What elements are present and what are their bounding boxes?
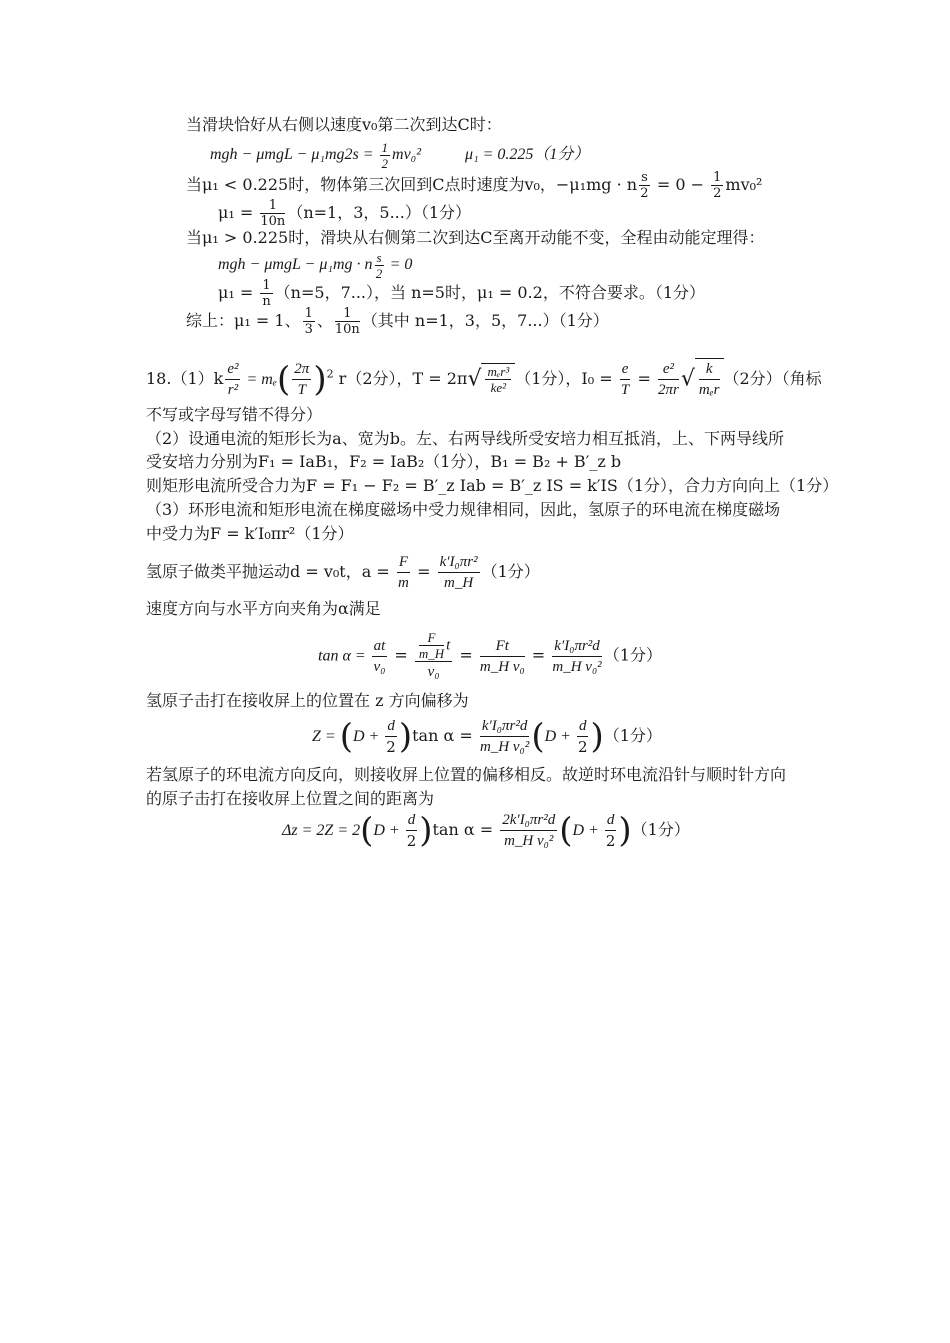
- q18-line-10: 氢原子击打在接收屏上的位置在 z 方向偏移为: [146, 691, 469, 710]
- left-paren: (: [339, 716, 353, 757]
- tan-alpha-equation: tan α = $\frac{at}{\text{v₀}}$ = $\frac{F}{m\_H}$ t v₀ = $\frac{Ft}{\text{m\_H v₀}}$ = $\frac{\text{k′I₀πr²d}}{\text{m\_H v₀²}}$ （1分）: [318, 630, 662, 680]
- left-paren: (: [277, 359, 291, 400]
- equation-line-6: mgh − μmgL − μ₁mg · n $\frac{s}{2}$ = 0: [218, 250, 413, 281]
- fraction: $\frac{k}{\text{mₑr}}$: [698, 361, 720, 398]
- text-line-5: 当μ₁ > 0.225时，滑块从右侧第二次到达C至离开动能不变，全程由动能定理得：: [186, 228, 765, 247]
- left-paren: (: [531, 716, 545, 757]
- fraction: $\frac{1}{3}$: [304, 306, 313, 337]
- fraction: $\frac{1}{2}$: [713, 170, 722, 201]
- text-line-1: 当滑块恰好从右侧以速度v₀第二次到达C时：: [186, 115, 502, 134]
- q18-line-4: 受安培力分别为F₁ = IaB₁，F₂ = IaB₂（1分），B₁ = B₂ + B′_z b: [146, 452, 622, 471]
- fraction: $\frac{\text{k′I₀πr²d}}{\text{m\_H v₀²}}$: [479, 718, 530, 755]
- q18-line-11: 若氢原子的环电流方向反向，则接收屏上位置的偏移相反。故逆时环电流沿针与顺时针方向: [146, 765, 787, 784]
- sqrt-sign: √: [467, 366, 482, 392]
- exponent: 2: [326, 367, 334, 381]
- q18-line-2: 不写或字母写错不得分）: [146, 405, 323, 424]
- fraction: $\frac{\text{2k′I₀πr²d}}{\text{m\_H v₀²}}$: [502, 812, 556, 849]
- fraction: $\frac{F}{m\_H}$: [418, 630, 445, 661]
- compound-fraction: $\frac{F}{m\_H}$ t v₀: [415, 630, 452, 682]
- right-paren: ): [398, 716, 413, 757]
- fraction: $\frac{\text{mₑr³}}{\text{ke²}}$: [487, 364, 510, 395]
- fraction: $\frac{\text{k′I₀πr²}}{m\_H}$: [439, 554, 478, 591]
- delta-z-equation: Δz = 2Z = 2(D + $\frac{d}{2}$ )tan α = $\frac{\text{2k′I₀πr²d}}{\text{m\_H v₀²}}$ (D + $\frac{d}{2}$ )（1分）: [282, 810, 690, 851]
- right-paren: ): [313, 359, 327, 400]
- fraction: $\frac{d}{2}$: [386, 718, 396, 756]
- fraction: $\frac{1}{n}$: [262, 278, 271, 309]
- right-paren: ): [618, 810, 632, 851]
- sqrt-content: [481, 363, 515, 395]
- text-line-3: 当μ₁ < 0.225时，物体第三次回到C点时速度为v₀，−μ₁mg · n $\frac{s}{2}$ = 0 − $\frac{1}{2}$ mv₀²: [186, 170, 763, 201]
- fraction: $\frac{d}{2}$: [577, 718, 588, 756]
- fraction: $\frac{e}{T}$: [620, 361, 630, 398]
- right-paren: ): [590, 716, 604, 757]
- fraction: $\frac{2\pi}{T}$: [294, 361, 310, 398]
- q18-line-1: 18.（1）k $\frac{\text{e²}}{\text{r²}}$ = mₑ( $\frac{2\pi}{T}$ )$^2$ r（2分），T = 2π√ $\frac{\text{mₑr³}}{\text{ke²}}$ （1分），I₀ = $\frac{e}{T}$ = $\frac{\text{e²}}{2\pi r}$ √ $\frac{k}{\text{mₑr}}$ （2分）（角标: [146, 359, 822, 400]
- fraction: $\frac{Ft}{\text{m\_H v₀}}$: [479, 637, 525, 675]
- text-line-7: μ₁ = $\frac{1}{n}$ （n=5，7...），当 n=5时，μ₁ = 0.2，不符合要求。（1分）: [218, 278, 705, 309]
- equation-line-2: mgh − μmgL − μ₁mg2s = $\frac{1}{2}$ mv₀² μ₁ = 0.225（1分）: [210, 140, 590, 171]
- fraction: $\frac{\text{k′I₀πr²d}}{\text{m\_H v₀²}}$: [552, 637, 602, 675]
- fraction: $\frac{1}{10n}$: [334, 306, 360, 337]
- fraction: $\frac{F}{m}$: [397, 554, 409, 591]
- fraction: $\frac{d}{2}$: [406, 812, 417, 850]
- q18-line-7: 中受力为F = k′I₀πr²（1分）: [146, 524, 354, 543]
- q18-line-5: 则矩形电流所受合力为F = F₁ − F₂ = B′_z Iab = B′_z IS = k′IS（1分），合力方向向上（1分）: [146, 476, 839, 495]
- fraction: $\frac{\text{e²}}{2\pi r}$: [658, 361, 679, 398]
- fraction: $\frac{s}{2}$: [375, 250, 383, 281]
- q18-line-8: 氢原子做类平抛运动d = v₀t，a = $\frac{F}{m}$ = $\frac{\text{k′I₀πr²}}{m\_H}$ （1分）: [146, 554, 540, 591]
- text-line-8: 综上：μ₁ = 1、 $\frac{1}{3}$ 、 $\frac{1}{10n}$ （其中 n=1，3，5，7...）（1分）: [186, 306, 609, 337]
- fraction: $\frac{d}{2}$: [605, 812, 616, 850]
- text-line-4: μ₁ = $\frac{1}{10n}$ （n=1，3，5...）（1分）: [218, 198, 472, 229]
- fraction: $\frac{\text{e²}}{\text{r²}}$: [227, 361, 239, 398]
- fraction: $\frac{at}{\text{v₀}}$: [373, 637, 386, 675]
- q18-line-9: 速度方向与水平方向夹角为α满足: [146, 599, 381, 618]
- q18-line-6: （3）环形电流和矩形电流在梯度磁场中受力规律相同，因此，氢原子的环电流在梯度磁场: [146, 500, 781, 519]
- z-equation: Z = (D + $\frac{d}{2}$ )tan α = $\frac{\text{k′I₀πr²d}}{\text{m\_H v₀²}}$ (D + $\frac{d}{2}$ )（1分）: [312, 716, 662, 757]
- right-paren: ): [419, 810, 433, 851]
- fraction: $\frac{s}{2}$: [640, 170, 649, 201]
- sqrt-content: [695, 358, 724, 400]
- q18-line-12: 的原子击打在接收屏上位置之间的距离为: [146, 789, 435, 808]
- left-paren: (: [360, 810, 374, 851]
- left-paren: (: [559, 810, 573, 851]
- q18-line-3: （2）设通电流的矩形长为a、宽为b。左、右两导线所受安培力相互抵消，上、下两导线所: [146, 429, 784, 448]
- fraction: $\frac{1}{2}$: [381, 140, 389, 171]
- sqrt-sign: √: [680, 366, 695, 392]
- fraction: $\frac{1}{10n}$: [260, 198, 286, 229]
